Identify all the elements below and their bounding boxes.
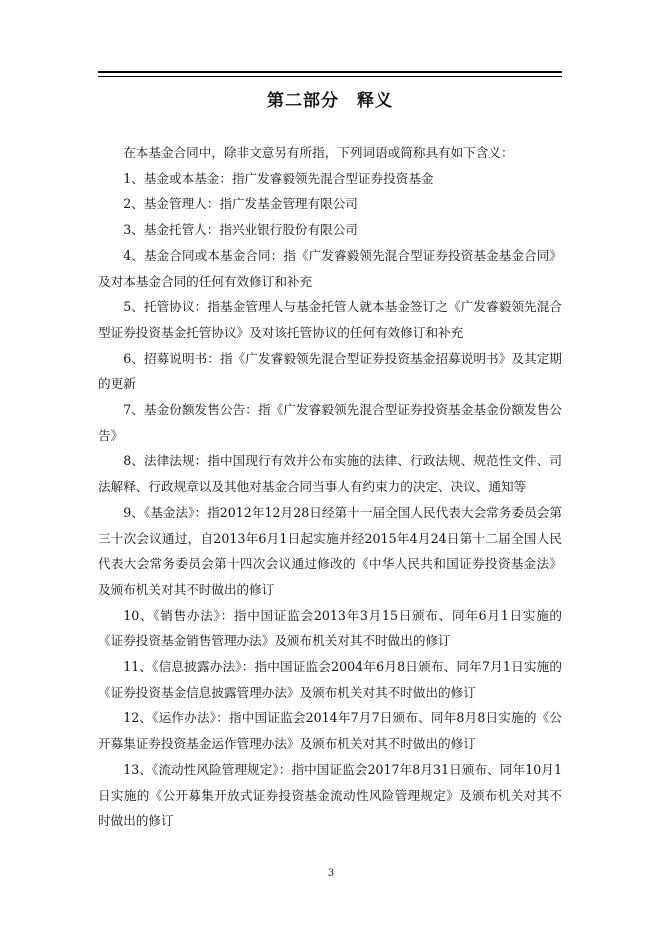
header-rule-thin bbox=[98, 76, 562, 77]
paragraph-def-13: 13、《流动性风险管理规定》：指中国证监会2017年8月31日颁布、同年10月1日实施的《公开募集开放式证券投资基金流动性风险管理规定》及颁布机关对其不时做出的修订 bbox=[98, 761, 562, 829]
paragraph-intro: 在本基金合同中，除非文意另有所指，下列词语或简称具有如下含义： bbox=[123, 145, 514, 160]
paragraph-def-5: 5、托管协议：指基金管理人与基金托管人就本基金签订之《广发睿毅领先混合型证券投资基金托管协议》及对该托管协议的任何有效修订和补充 bbox=[98, 299, 562, 340]
paragraph-def-4: 4、基金合同或本基金合同：指《广发睿毅领先混合型证券投资基金基金合同》及对本基金合同的任何有效修订和补充 bbox=[98, 247, 562, 289]
paragraph-def-6: 6、招募说明书：指《广发睿毅领先混合型证券投资基金招募说明书》及其定期的更新 bbox=[98, 350, 562, 392]
document-body bbox=[98, 140, 562, 834]
paragraph-def-2: 2、基金管理人：指广发基金管理有限公司 bbox=[123, 196, 358, 212]
page-number: 3 bbox=[327, 868, 335, 879]
section-title: 第二部分 释义 bbox=[267, 91, 393, 111]
header-rule-thick bbox=[98, 71, 562, 73]
paragraph-def-10: 10、《销售办法》：指中国证监会2013年3月15日颁布、同年6月1日实施的《证券投资基金销售管理办法》及颁布机关对其不时做出的修订 bbox=[98, 607, 562, 649]
paragraph-def-9: 9、《基金法》：指2012年12月28日经第十一届全国人民代表大会常务委员会第三十次会议通过，自2013年6月1日起实施并经2015年4月24日第十二届全国人民代表大会常务委员会第十四次会议通过修改的《中华人民共和国证券投资基金法》及颁布机关对其不时做出的修订 bbox=[98, 504, 562, 597]
paragraph-def-8: 8、法律法规：指中国现行有效并公布实施的法律、行政法规、规范性文件、司法解释、行政规章以及其他对基金合同当事人有约束力的决定、决议、通知等 bbox=[98, 453, 562, 495]
paragraph-def-7: 7、基金份额发售公告：指《广发睿毅领先混合型证券投资基金基金份额发售公告》 bbox=[98, 402, 562, 443]
paragraph-def-3: 3、基金托管人：指兴业银行股份有限公司 bbox=[123, 222, 358, 238]
paragraph-def-12: 12、《运作办法》：指中国证监会2014年7月7日颁布、同年8月8日实施的《公开募集证券投资基金运作管理办法》及颁布机关对其不时做出的修订 bbox=[98, 710, 562, 752]
paragraph-def-11: 11、《信息披露办法》：指中国证监会2004年6月8日颁布、同年7月1日实施的《证券投资基金信息披露管理办法》及颁布机关对其不时做出的修订 bbox=[98, 659, 562, 700]
paragraph-def-1: 1、基金或本基金：指广发睿毅领先混合型证券投资基金 bbox=[123, 170, 434, 186]
